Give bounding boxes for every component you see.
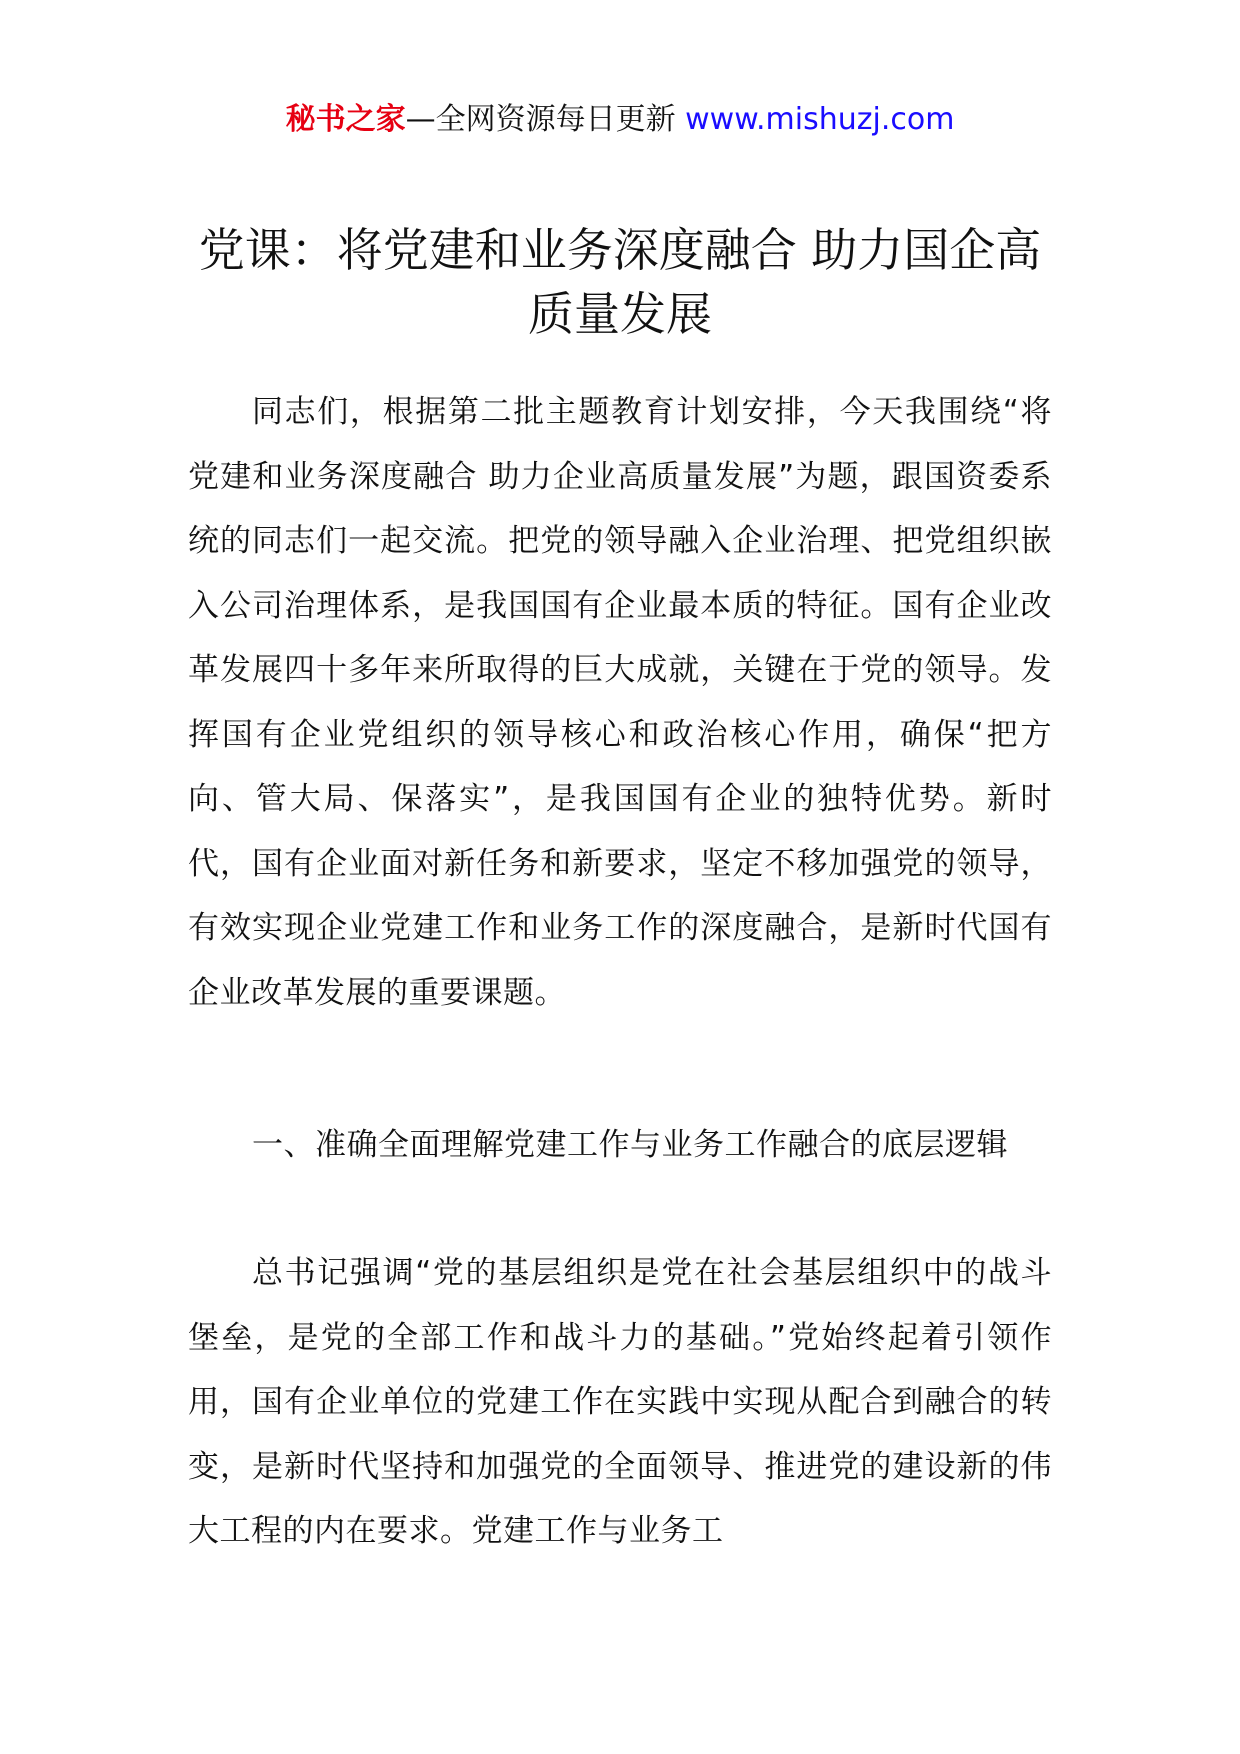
- title-line-1: 党课：将党建和业务深度融合 助力国企高: [198, 223, 1042, 277]
- title-line-2: 质量发展: [528, 287, 712, 341]
- section-heading-1: 一、准确全面理解党建工作与业务工作融合的底层逻辑: [252, 1127, 1008, 1163]
- brand-name: 秘书之家: [285, 102, 406, 137]
- website-link[interactable]: www.mishuzj.com: [685, 102, 955, 137]
- header-tagline: —全网资源每日更新: [405, 102, 686, 137]
- document-title: [160, 218, 1080, 346]
- body-paragraph-section-1: 总书记强调“党的基层组织是党在社会基层组织中的战斗堡垒，是党的全部工作和战斗力的基础。”党始终起着引领作用，国有企业单位的党建工作在实践中实现从配合到融合的转变，是新时代坚持和加强党的全面领导、推进党的建设新的伟大工程的内在要求。党建工作与业务工: [188, 1255, 1052, 1549]
- page-header: [0, 100, 1240, 140]
- body-paragraph-intro: 同志们，根据第二批主题教育计划安排，今天我围绕“将党建和业务深度融合 助力企业高质量发展”为题，跟国资委系统的同志们一起交流。把党的领导融入企业治理、把党组织嵌入公司治理体系，是我国国有企业最本质的特征。国有企业改革发展四十多年来所取得的巨大成就，关键在于党的领导。发挥国有企业党组织的领导核心和政治核心作用，确保“把方向、管大局、保落实”，是我国国有企业的独特优势。新时代，国有企业面对新任务和新要求，坚定不移加强党的领导，有效实现企业党建工作和业务工作的深度融合，是新时代国有企业改革发展的重要课题。: [188, 394, 1052, 1011]
